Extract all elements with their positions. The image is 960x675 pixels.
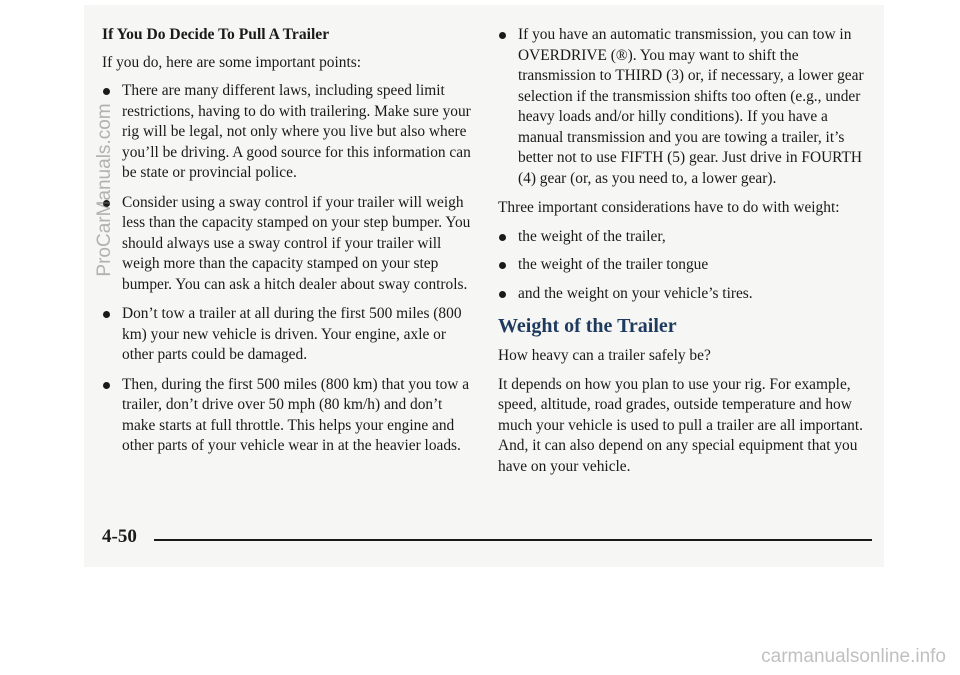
points-list xyxy=(102,81,476,457)
intro-text: If you do, here are some important points: xyxy=(102,53,362,71)
answer-text: It depends on how you plan to use your rig. For example, speed, altitude, road grades, outside temperature and how much your vehicle is used to pull a trailer are all important. And, it can also depend on any special equipment that you have on your vehicle. xyxy=(498,375,863,475)
list-item: Then, during the first 500 miles (800 km) that you tow a trailer, don’t drive over 50 mph (80 km/h) and don’t make starts at full throttle. This helps your engine and other parts of your vehicle wear in at the heavier loads. xyxy=(102,375,476,457)
list-item: the weight of the trailer, xyxy=(498,227,870,248)
list-item: and the weight on your vehicle’s tires. xyxy=(498,284,870,305)
subheading: If You Do Decide To Pull A Trailer xyxy=(102,26,330,43)
list-item: the weight of the trailer tongue xyxy=(498,255,870,276)
bullet-dot-icon xyxy=(103,382,110,389)
bullet-dot-icon xyxy=(103,311,110,318)
list-item: Don’t tow a trailer at all during the first 500 miles (800 km) your new vehicle is driven. Your engine, axle or other parts could be damaged. xyxy=(102,304,476,366)
left-column xyxy=(102,25,476,466)
side-watermark: ProCarManuals.com xyxy=(94,103,115,277)
bullet-dot-icon xyxy=(499,262,506,269)
transmission-list xyxy=(498,25,870,189)
bullet-dot-icon xyxy=(499,234,506,241)
weight-intro: Three important considerations have to do with weight: xyxy=(498,199,840,216)
list-item: Consider using a sway control if your trailer will weigh less than the capacity stamped on your step bumper. You should always use a sway control if your trailer will weigh more than the capacity stamped on your step bumper. You can ask a hitch dealer about sway controls. xyxy=(102,193,476,296)
section-title: Weight of the Trailer xyxy=(498,315,677,337)
bullet-dot-icon xyxy=(499,32,506,39)
footer-rule xyxy=(154,539,872,541)
bullet-dot-icon xyxy=(103,88,110,95)
page-number: 4-50 xyxy=(102,526,137,547)
bottom-watermark: carmanualsonline.info xyxy=(761,646,946,667)
question-text: How heavy can a trailer safely be? xyxy=(498,347,711,364)
list-item: If you have an automatic transmission, you can tow in OVERDRIVE (®). You may want to shift the transmission to THIRD (3) or, if necessary, a lower gear selection if the transmission shifts too often (e.g., under heavy loads and/or hilly conditions). If you have a manual transmission and you are towing a trailer, it’s better not to use FIFTH (5) gear. Just drive in FOURTH (4) gear (or, as you need to, a lower gear). xyxy=(498,25,870,189)
manual-page xyxy=(84,5,884,567)
bullet-dot-icon xyxy=(499,291,506,298)
right-column xyxy=(498,25,870,485)
list-item: There are many different laws, including speed limit restrictions, having to do with trailering. Make sure your rig will be legal, not only where you live but also where you’ll be driving. A good source for this information can be state or provincial police. xyxy=(102,81,476,184)
weight-list xyxy=(498,227,870,305)
